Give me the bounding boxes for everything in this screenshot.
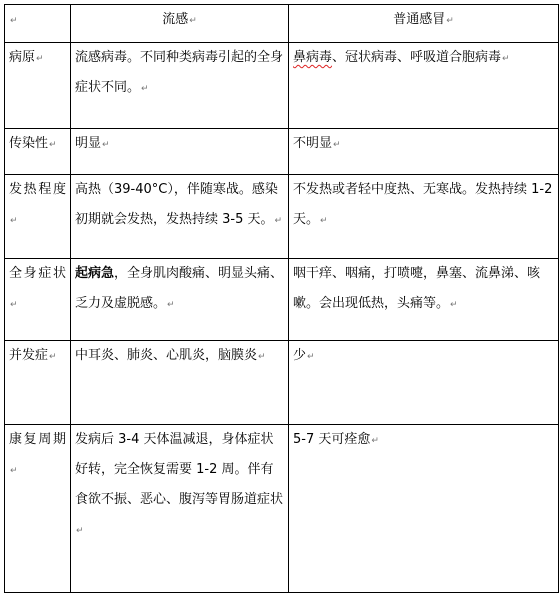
paragraph-mark: ↵: [49, 140, 57, 150]
row-label-cell: [5, 43, 71, 129]
paragraph-mark: ↵: [446, 16, 454, 26]
header-cell-cold: [289, 5, 559, 43]
flu-text: 发病后 3-4 天体温减退，身体症状好转，完全恢复需要 1-2 周。伴有食欲不振、恶心、腹泻等胃肠道症状: [75, 432, 284, 507]
paragraph-mark: ↵: [167, 300, 175, 310]
row-label-cell: [5, 129, 71, 175]
paragraph-mark: ↵: [450, 300, 458, 310]
row-label: 全身症状: [9, 266, 66, 281]
header-label-flu: 流感: [162, 12, 189, 27]
flu-cell: [71, 129, 289, 175]
row-label-cell: [5, 175, 71, 259]
cold-text: 、冠状病毒、呼吸道合胞病毒: [332, 50, 502, 65]
flu-cell: [71, 175, 289, 259]
paragraph-mark: ↵: [49, 352, 57, 362]
row-label: 康复周期: [9, 432, 66, 447]
cold-text: 不发热或者轻中度热、无寒战。发热持续 1-2 天。: [293, 182, 553, 227]
table-row-complications: [5, 341, 559, 425]
row-label-cell: [5, 425, 71, 593]
header-label-cold: 普通感冒: [393, 12, 446, 27]
cold-text-spellcheck: 鼻病毒: [293, 50, 333, 65]
row-label: 并发症: [9, 348, 49, 363]
flu-cell: [71, 43, 289, 129]
row-label: 传染性: [9, 136, 49, 151]
paragraph-mark: ↵: [258, 352, 266, 362]
paragraph-mark: ↵: [307, 352, 315, 362]
paragraph-mark: ↵: [502, 54, 510, 64]
paragraph-mark: ↵: [102, 140, 110, 150]
table-row-contagiousness: [5, 129, 559, 175]
flu-text: ，全身肌肉酸痛、明显头痛、乏力及虚脱感。: [75, 266, 284, 311]
cold-cell: [289, 259, 559, 341]
flu-text: 中耳炎、肺炎、心肌炎，脑膜炎: [75, 348, 258, 363]
flu-cell: [71, 425, 289, 593]
header-cell-empty: [5, 5, 71, 43]
table-row-recovery: [5, 425, 559, 593]
paragraph-mark: ↵: [10, 466, 18, 476]
row-label: 病原: [9, 50, 36, 65]
row-label-cell: [5, 259, 71, 341]
table-row-fever: [5, 175, 559, 259]
comparison-table: [4, 4, 559, 593]
flu-text: 明显: [75, 136, 102, 151]
flu-text: 流感病毒。不同种类病毒引起的全身症状不同。: [75, 50, 284, 95]
paragraph-mark: ↵: [10, 16, 18, 26]
cold-text: 咽干痒、咽痛，打喷嚏，鼻塞、流鼻涕、咳嗽。会出现低热，头痛等。: [293, 266, 541, 311]
flu-cell: [71, 341, 289, 425]
cold-text: 5-7 天可痊愈: [293, 432, 371, 447]
paragraph-mark: ↵: [36, 54, 44, 64]
flu-cell: [71, 259, 289, 341]
table-row-symptoms: [5, 259, 559, 341]
paragraph-mark: ↵: [189, 16, 197, 26]
paragraph-mark: ↵: [76, 526, 84, 536]
cold-cell: [289, 43, 559, 129]
paragraph-mark: ↵: [274, 216, 283, 226]
header-cell-flu: [71, 5, 289, 43]
header-row: [5, 5, 559, 43]
flu-text-bold: 起病急: [75, 266, 115, 281]
row-label: 发热程度: [9, 182, 66, 197]
cold-cell: [289, 425, 559, 593]
paragraph-mark: ↵: [371, 436, 379, 446]
cold-text: 不明显: [293, 136, 333, 151]
cold-text: 少: [293, 348, 307, 363]
paragraph-mark: ↵: [141, 84, 149, 94]
cold-cell: [289, 175, 559, 259]
paragraph-mark: ↵: [333, 140, 341, 150]
paragraph-mark: ↵: [320, 216, 328, 226]
paragraph-mark: ↵: [10, 300, 18, 310]
row-label-cell: [5, 341, 71, 425]
table-row-pathogen: [5, 43, 559, 129]
flu-text: 高热（39-40°C），伴随寒战。感染初期就会发热，发热持续 3-5 天。: [75, 182, 278, 227]
cold-cell: [289, 341, 559, 425]
paragraph-mark: ↵: [10, 216, 18, 226]
cold-cell: [289, 129, 559, 175]
